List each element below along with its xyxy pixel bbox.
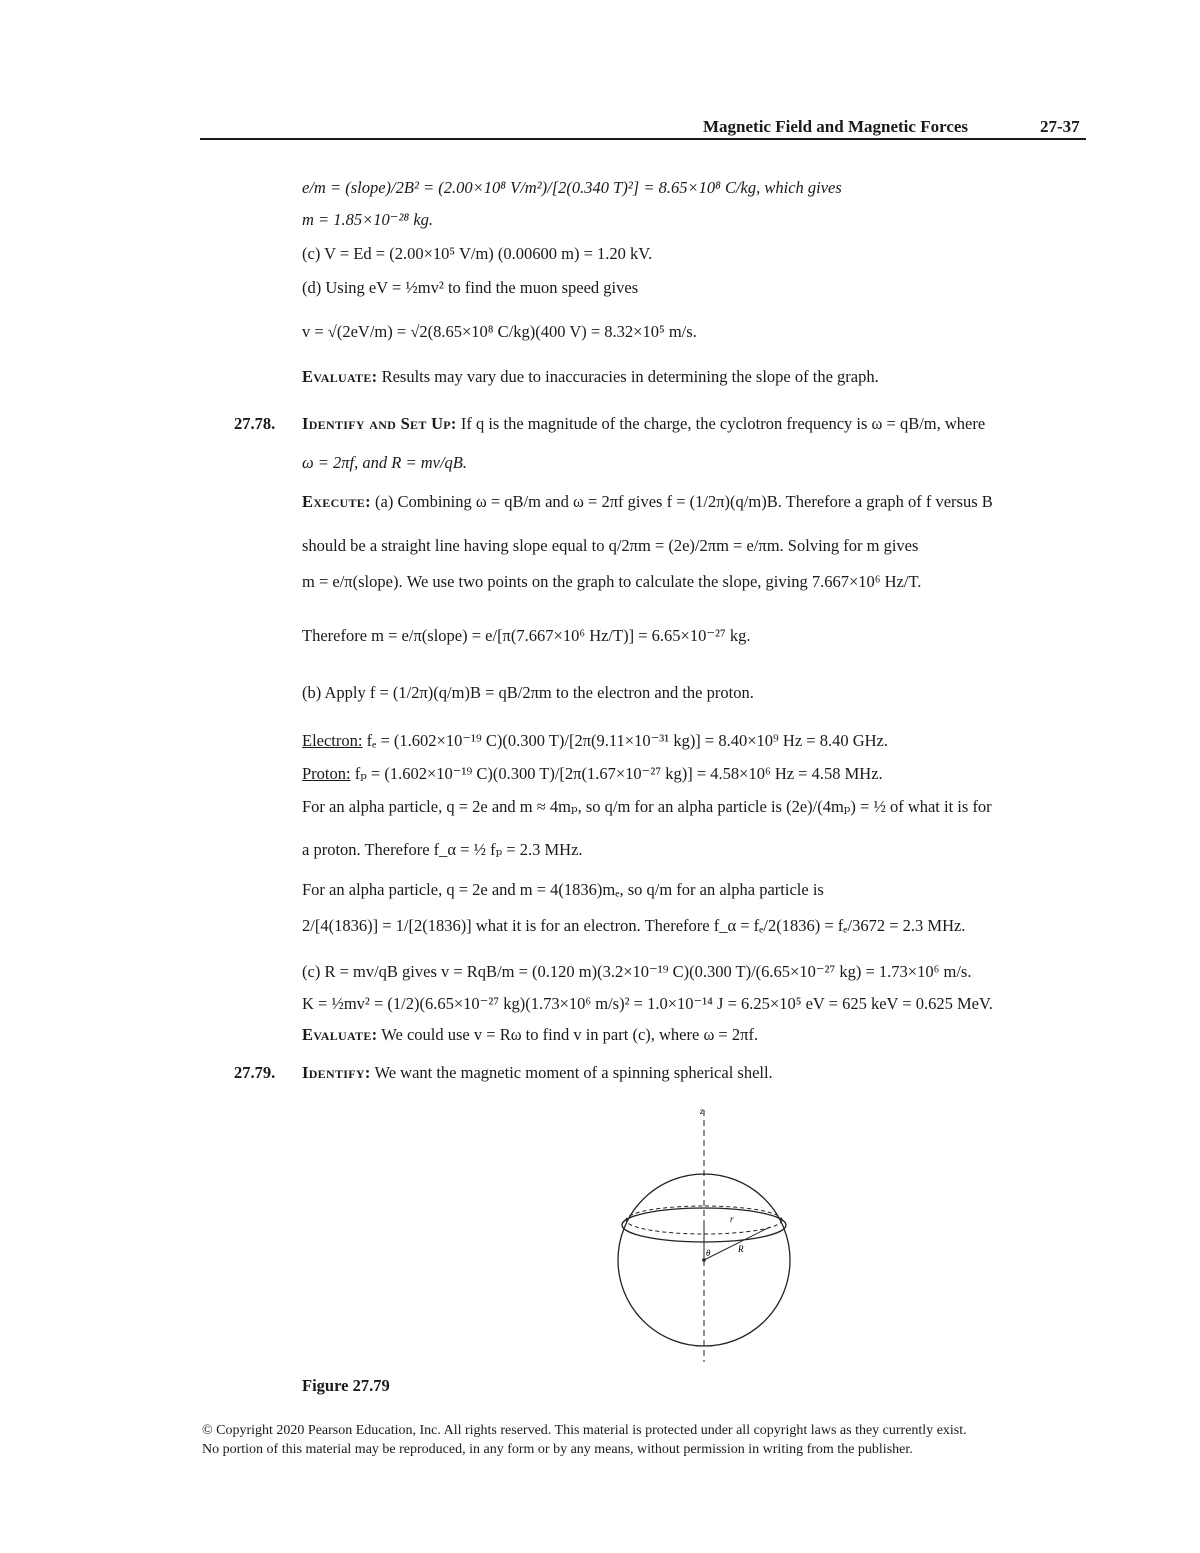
label-R: R: [738, 1244, 744, 1254]
p78-execute-text: (a) Combining ω = qB/m and ω = 2πf gives f = (1/2π)(q/m)B. Therefore a graph of f versus B: [375, 492, 993, 511]
execute-label: Execute:: [302, 492, 371, 511]
alpha-line-2: a proton. Therefore f_α = ½ fₚ = 2.3 MHz.: [302, 840, 583, 859]
p78-execute-line: [302, 492, 993, 512]
line-mass-result: m = 1.85×10⁻²⁸ kg.: [302, 210, 434, 229]
line-muon-speed: v = √(2eV/m) = √2(8.65×10⁸ C/kg)(400 V) = 8.32×10⁵ m/s.: [302, 322, 697, 341]
center-point: [702, 1258, 706, 1262]
identify-setup-label: Identify and Set Up:: [302, 414, 457, 433]
p78-identify-text: If q is the magnitude of the charge, the cyclotron frequency is ω = qB/m, where: [460, 414, 986, 433]
electron-frequency-line: [302, 731, 888, 751]
z-axis-label: z: [700, 1106, 704, 1116]
alpha-line-4: 2/[4(1836)] = 1/[2(1836)] what it is for an electron. Therefore f_α = fₑ/2(1836) = fₑ/3672 = 2.3 MHz.: [302, 916, 966, 935]
label-theta: θ: [706, 1248, 711, 1258]
p79-identify-text: We want the magnetic moment of a spinning spherical shell.: [374, 1063, 773, 1082]
p78-mass-value-line: Therefore m = e/π(slope) = e/[π(7.667×10⁶ Hz/T)] = 6.65×10⁻²⁷ kg.: [302, 626, 751, 645]
page-number: 27-37: [1040, 117, 1080, 136]
line-e-over-m: e/m = (slope)/2B² = (2.00×10⁸ V/m²)/[2(0.340 T)²] = 8.65×10⁸ C/kg, which gives: [302, 178, 842, 197]
evaluate-text: Results may vary due to inaccuracies in determining the slope of the graph.: [381, 367, 879, 386]
identify-label: Identify:: [302, 1063, 371, 1082]
p78-kinetic-energy: K = ½mv² = (1/2)(6.65×10⁻²⁷ kg)(1.73×10⁶ m/s)² = 1.0×10⁻¹⁴ J = 6.25×10⁵ eV = 625 keV = 0.625 MeV.: [302, 994, 993, 1013]
line-part-d-intro: (d) Using eV = ½mv² to find the muon speed gives: [302, 278, 639, 297]
p78-mass-formula-line: m = e/π(slope). We use two points on the graph to calculate the slope, giving 7.667×10⁶ Hz/T.: [302, 572, 922, 591]
p78-part-c-speed: (c) R = mv/qB gives v = RqB/m = (0.120 m)(3.2×10⁻¹⁹ C)(0.300 T)/(6.65×10⁻²⁷ kg) = 1.73×10⁶ m/s.: [302, 962, 972, 981]
evaluate-line-2: [302, 1025, 758, 1045]
p78-relations: ω = 2πf, and R = mv/qB.: [302, 453, 467, 472]
p78-part-b-line: (b) Apply f = (1/2π)(q/m)B = qB/2πm to the electron and the proton.: [302, 683, 754, 702]
proton-frequency-line: [302, 764, 883, 784]
label-r: r: [730, 1214, 734, 1224]
p78-slope-line: should be a straight line having slope equal to q/2πm = (2e)/2πm = e/πm. Solving for m gives: [302, 536, 919, 555]
spherical-shell-figure: [600, 1100, 820, 1370]
problem-number-27-79: 27.79.: [234, 1063, 276, 1082]
p78-identify-line: [302, 414, 985, 434]
proton-frequency: fₚ = (1.602×10⁻¹⁹ C)(0.300 T)/[2π(1.67×10⁻²⁷ kg)] = 4.58×10⁶ Hz = 4.58 MHz.: [354, 764, 883, 783]
evaluate-line-1: [302, 367, 879, 387]
p79-identify-line: [302, 1063, 773, 1083]
figure-caption: Figure 27.79: [302, 1376, 390, 1395]
evaluate-label: Evaluate:: [302, 367, 378, 386]
alpha-line-1: For an alpha particle, q = 2e and m ≈ 4mₚ, so q/m for an alpha particle is (2e)/(4mₚ) = ½ of what it is for: [302, 797, 992, 816]
evaluate-label-2: Evaluate:: [302, 1025, 378, 1044]
electron-frequency: fₑ = (1.602×10⁻¹⁹ C)(0.300 T)/[2π(9.11×10⁻³¹ kg)] = 8.40×10⁹ Hz = 8.40 GHz.: [366, 731, 888, 750]
proton-label: Proton:: [302, 764, 351, 783]
radius-large-R: [704, 1227, 770, 1260]
electron-label: Electron:: [302, 731, 363, 750]
evaluate-text-2: We could use v = Rω to find v in part (c), where ω = 2πf.: [381, 1025, 759, 1044]
alpha-line-3: For an alpha particle, q = 2e and m = 4(1836)mₑ, so q/m for an alpha particle is: [302, 880, 824, 899]
line-part-c-voltage: (c) V = Ed = (2.00×10⁵ V/m) (0.00600 m) = 1.20 kV.: [302, 244, 653, 263]
problem-number-27-78: 27.78.: [234, 414, 276, 433]
copyright-line-1: © Copyright 2020 Pearson Education, Inc. All rights reserved. This material is protected under all copyright laws as they currently exist.: [202, 1423, 967, 1438]
copyright-line-2: No portion of this material may be reproduced, in any form or by any means, without permission in writing from the publisher.: [202, 1442, 913, 1457]
running-header-title: Magnetic Field and Magnetic Forces: [703, 117, 969, 136]
header-rule: [200, 138, 1086, 140]
